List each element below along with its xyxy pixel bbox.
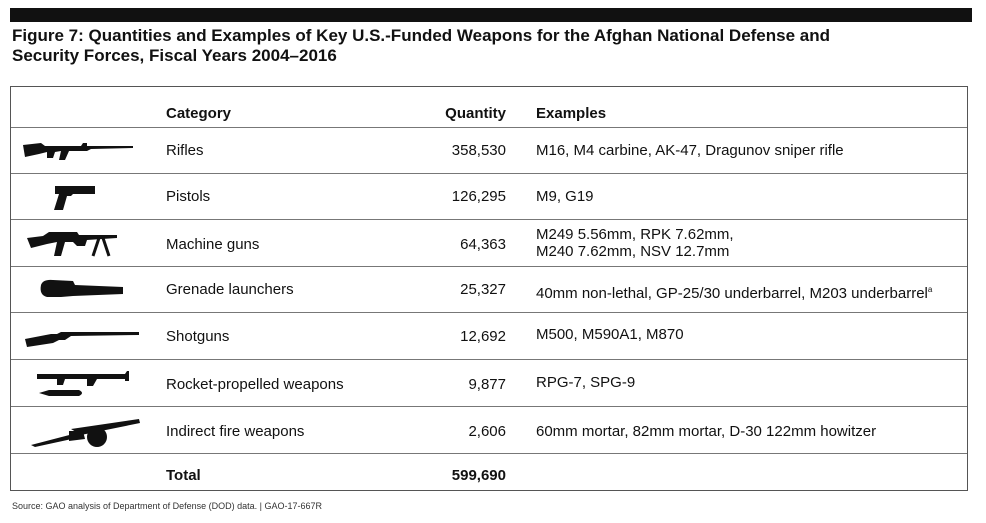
grenade-launcher-icon <box>21 275 146 305</box>
row-examples: M16, M4 carbine, AK-47, Dragunov sniper rifle <box>536 142 844 159</box>
source-note: Source: GAO analysis of Department of Defense (DOD) data. | GAO-17-667R <box>12 501 322 511</box>
row-examples-line1: M249 5.56mm, RPK 7.62mm, <box>536 226 734 243</box>
row-quantity: 12,692 <box>460 328 506 345</box>
header-examples: Examples <box>536 105 607 122</box>
footnote-marker: a <box>927 285 933 294</box>
machine-gun-icon <box>21 226 146 260</box>
figure-title-line1: Figure 7: Quantities and Examples of Key U.S.-Funded Weapons for the Afghan National Defense and <box>12 26 831 45</box>
rifle-icon <box>21 136 146 166</box>
row-quantity: 9,877 <box>468 376 506 393</box>
row-examples <box>536 281 966 302</box>
row-examples-text: 40mm non-lethal, GP-25/30 underbarrel, M203 underbarrel <box>536 285 928 302</box>
table-row <box>11 407 967 453</box>
row-category: Pistols <box>166 188 211 205</box>
row-category: Indirect fire weapons <box>166 423 305 440</box>
row-quantity: 358,530 <box>451 142 506 159</box>
figure-title-line2: Security Forces, Fiscal Years 2004–2016 <box>12 46 337 65</box>
table-row <box>11 128 967 173</box>
row-category: Machine guns <box>166 236 260 253</box>
table-total-row <box>11 454 967 490</box>
shotgun-icon <box>21 323 146 351</box>
table-row <box>11 360 967 406</box>
row-quantity: 2,606 <box>468 423 506 440</box>
table-row <box>11 220 967 266</box>
table-row <box>11 267 967 312</box>
row-category: Shotguns <box>166 328 230 345</box>
rocket-launcher-icon <box>21 366 146 402</box>
total-label: Total <box>166 467 201 484</box>
row-quantity: 126,295 <box>451 188 506 205</box>
weapons-table <box>10 86 968 491</box>
table-row <box>11 313 967 359</box>
row-category: Rifles <box>166 142 204 159</box>
total-quantity: 599,690 <box>451 467 506 484</box>
row-category: Grenade launchers <box>166 281 294 298</box>
pistol-icon <box>21 182 146 212</box>
header-quantity: Quantity <box>445 105 506 122</box>
table-header-row <box>11 87 967 127</box>
row-examples: 60mm mortar, 82mm mortar, D-30 122mm howitzer <box>536 423 877 440</box>
row-quantity: 25,327 <box>460 281 506 298</box>
row-examples <box>536 226 966 260</box>
row-examples: M500, M590A1, M870 <box>536 326 684 343</box>
row-category: Rocket-propelled weapons <box>166 376 344 393</box>
row-examples: M9, G19 <box>536 188 594 205</box>
header-bar <box>10 8 972 22</box>
row-examples: RPG-7, SPG-9 <box>536 374 636 391</box>
header-category: Category <box>166 105 232 122</box>
row-examples-line2: M240 7.62mm, NSV 12.7mm <box>536 243 730 260</box>
figure-title <box>12 26 952 66</box>
howitzer-icon <box>21 411 146 449</box>
table-row <box>11 174 967 219</box>
row-quantity: 64,363 <box>460 236 506 253</box>
